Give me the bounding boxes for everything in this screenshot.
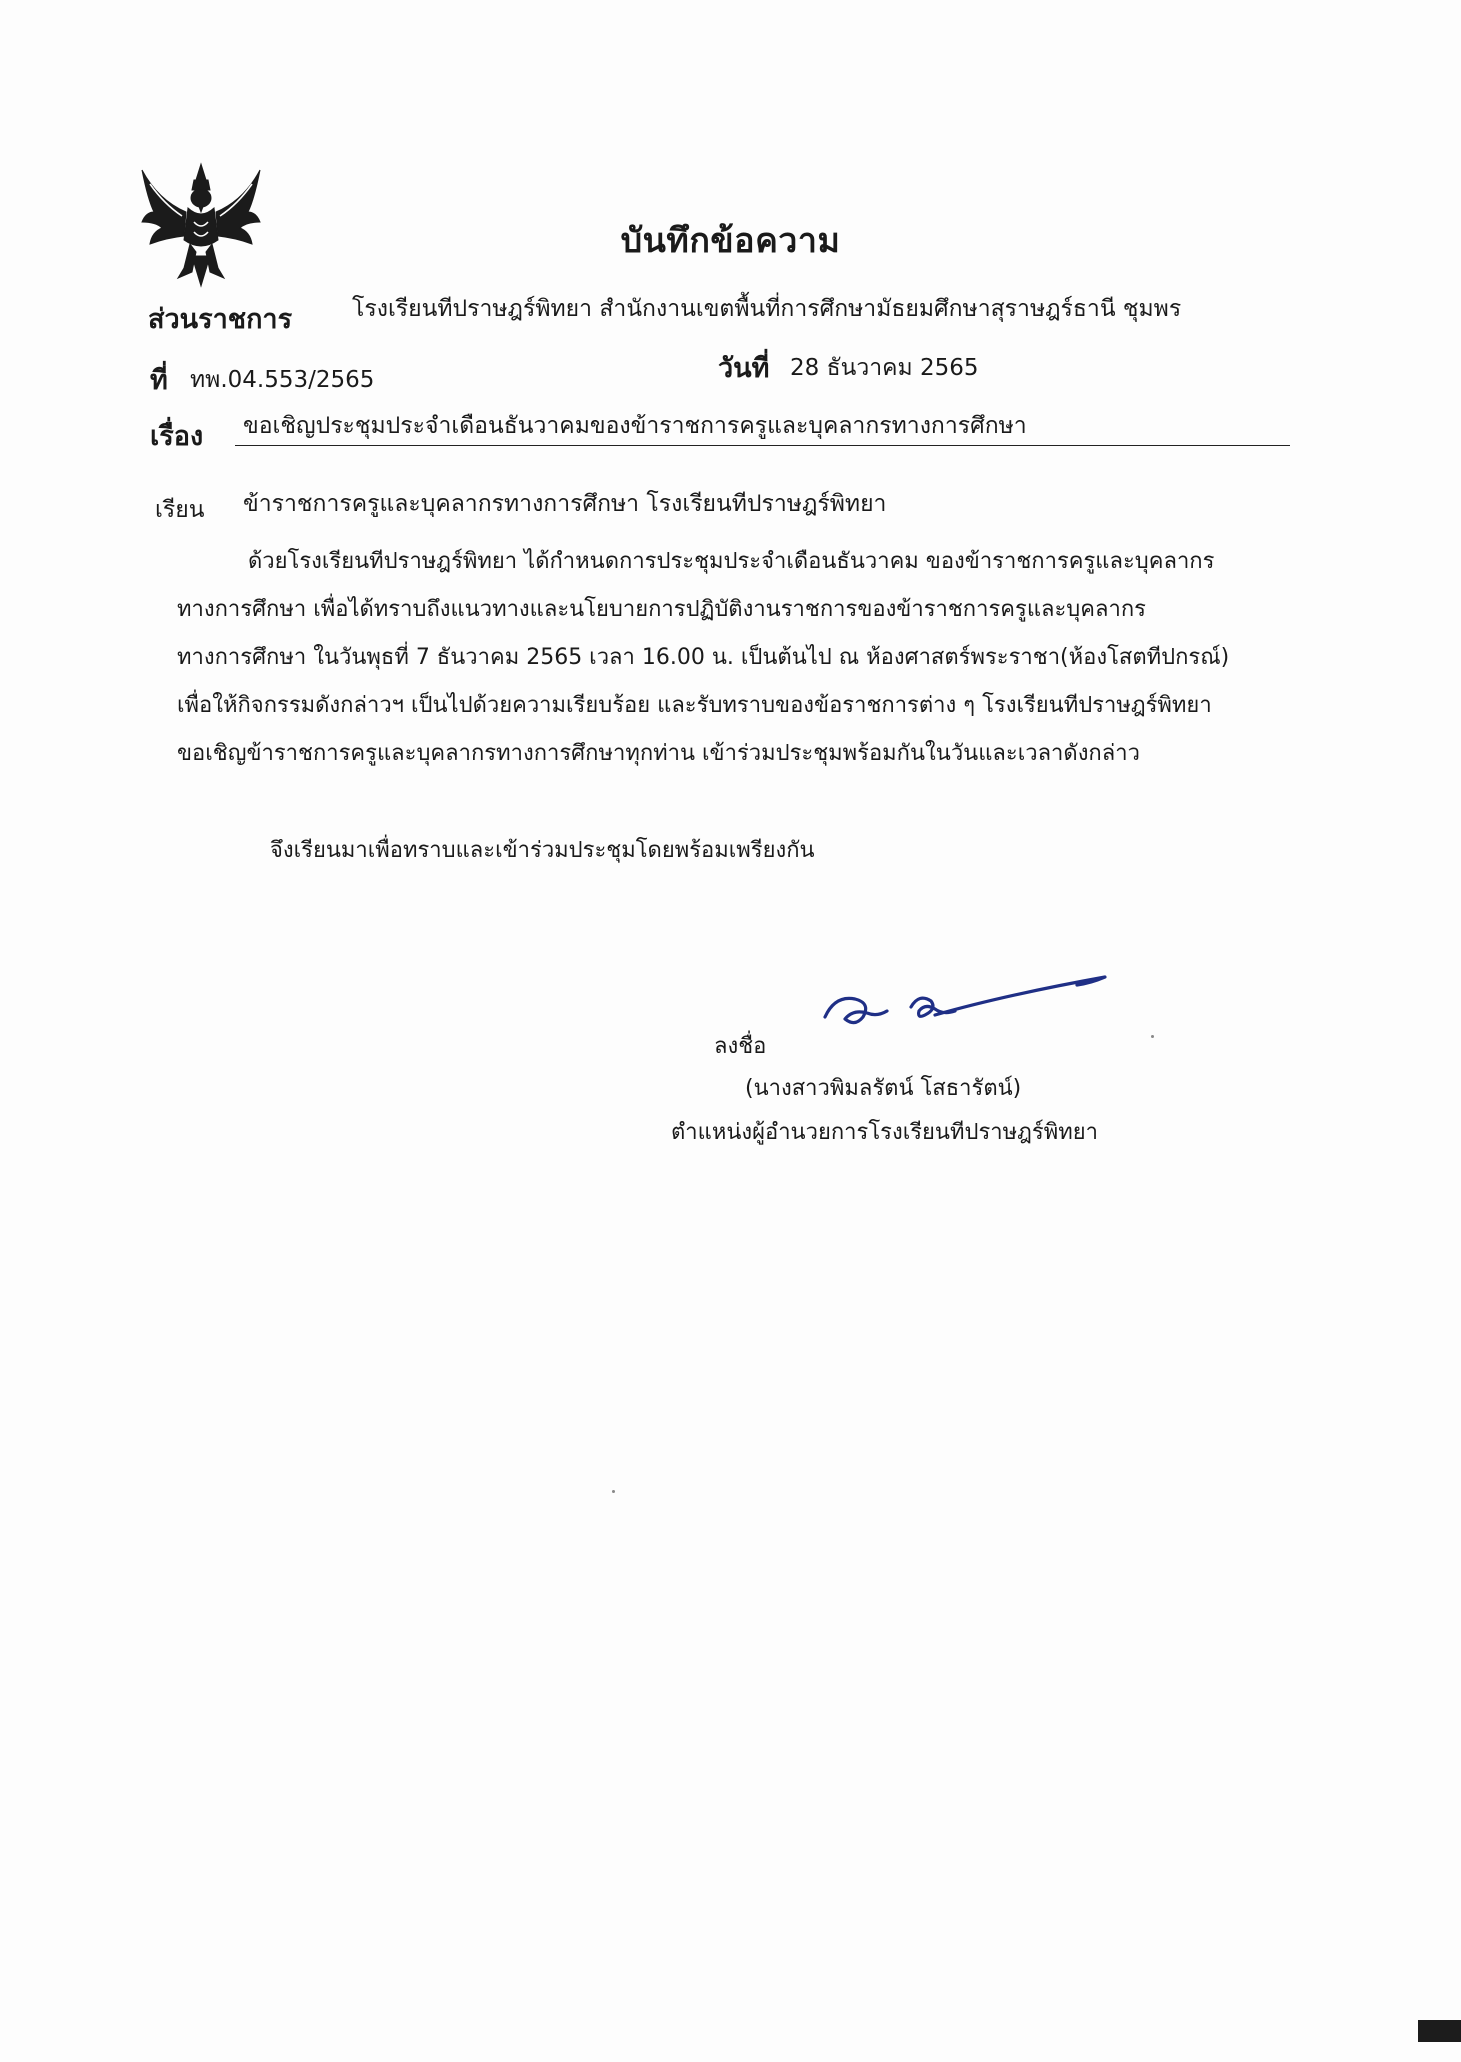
date-label: วันที่ (718, 353, 770, 384)
signer-name: (นางสาวพิมลรัตน์ โสธารัตน์) (745, 1076, 1022, 1101)
body-line: ขอเชิญข้าราชการครูและบุคลากรทางการศึกษาทุกท่าน เข้าร่วมประชุมพร้อมกันในวันและเวลาดังกล่าว (177, 741, 1140, 766)
department-label: ส่วนราชการ (148, 304, 293, 335)
body-paragraph (177, 538, 1292, 778)
handwritten-signature-icon (815, 965, 1115, 1045)
closing-line: จึงเรียนมาเพื่อทราบและเข้าร่วมประชุมโดยพร้อมเพรียงกัน (270, 838, 815, 863)
header-divider (235, 445, 1290, 446)
body-line: ทางการศึกษา เพื่อได้ทราบถึงแนวทางและนโยบายการปฏิบัติงานราชการของข้าราชการครูและบุคลากร (177, 597, 1146, 622)
reference-value: ทพ.04.553/2565 (190, 367, 375, 393)
date-value: 28 ธันวาคม 2565 (790, 355, 979, 381)
subject-value: ขอเชิญประชุมประจำเดือนธันวาคมของข้าราชการครูและบุคลากรทางการศึกษา (243, 413, 1027, 439)
reference-label: ที่ (150, 365, 168, 396)
body-line: ด้วยโรงเรียนทีปราษฎร์พิทยา ได้กำหนดการประชุมประจำเดือนธันวาคม ของข้าราชการครูและบุคลากร (248, 549, 1215, 574)
subject-label: เรื่อง (150, 421, 204, 452)
sign-label: ลงชื่อ (714, 1034, 767, 1059)
scan-edge-mark (1418, 2020, 1461, 2042)
department-row (148, 297, 292, 340)
department-value: โรงเรียนทีปราษฎร์พิทยา สำนักงานเขตพื้นที่การศึกษามัธยมศึกษาสุราษฎร์ธานี ชุมพร (352, 296, 1182, 322)
reference-row (150, 358, 168, 401)
scan-speck (612, 1490, 615, 1493)
salutation-value: ข้าราชการครูและบุคลากรทางการศึกษา โรงเรียนทีปราษฎร์พิทยา (243, 491, 887, 517)
signer-position: ตำแหน่งผู้อำนวยการโรงเรียนทีปราษฎร์พิทยา (671, 1120, 1098, 1145)
date-row (718, 346, 769, 389)
body-line: ทางการศึกษา ในวันพุธที่ 7 ธันวาคม 2565 เวลา 16.00 น. เป็นต้นไป ณ ห้องศาสตร์พระราชา(ห้องโสตทีปกรณ์) (177, 645, 1230, 670)
body-line: เพื่อให้กิจกรรมดังกล่าวฯ เป็นไปด้วยความเรียบร้อย และรับทราบของข้อราชการต่าง ๆ โรงเรียนทีปราษฎร์พิทยา (177, 693, 1212, 718)
scan-speck (1151, 1035, 1154, 1038)
salutation-label: เรียน (155, 497, 205, 523)
memo-title: บันทึกข้อความ (620, 221, 841, 261)
subject-row (150, 414, 203, 457)
